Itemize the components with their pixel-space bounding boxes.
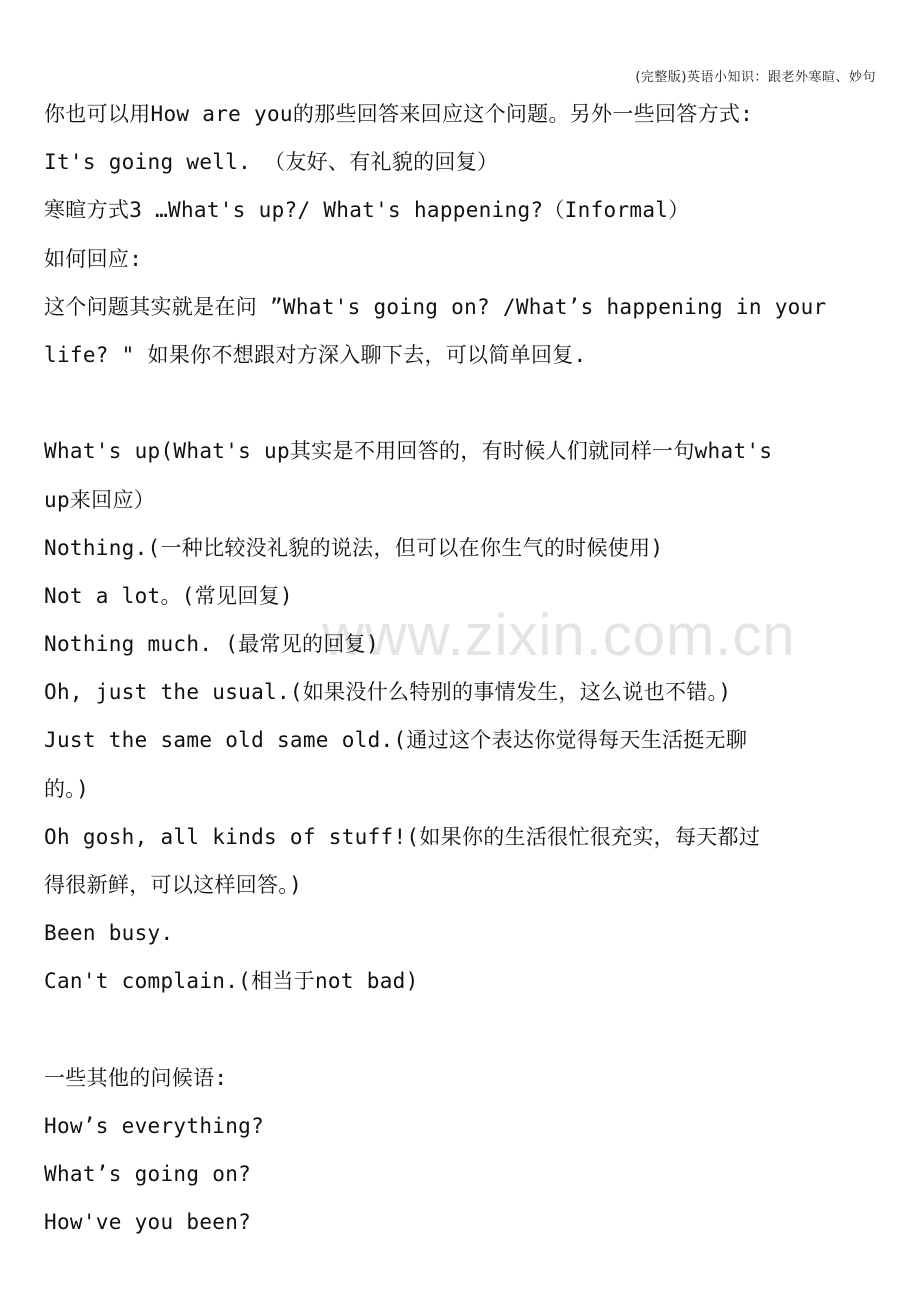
text-line: Oh, just the usual.(如果没什么特别的事情发生，这么说也不错。): [44, 680, 732, 705]
text-line: What's up(What's up其实是不用回答的，有时候人们就同样一句what's: [44, 439, 773, 464]
text-line: 得很新鲜，可以这样回答。): [44, 873, 303, 897]
document-body: [44, 90, 916, 1247]
text-line: life? " 如果你不想跟对方深入聊下去，可以简单回复.: [44, 342, 587, 367]
text-line: How've you been?: [44, 1210, 252, 1235]
blank-line: [44, 379, 916, 427]
text-line: What’s going on?: [44, 1162, 252, 1187]
text-line: 的。): [44, 776, 90, 801]
text-line: Not a lot。(常见回复): [44, 583, 293, 608]
text-line: up来回应）: [44, 487, 156, 512]
text-line: Been busy.: [44, 921, 174, 946]
text-line: Can't complain.(相当于not bad): [44, 969, 419, 994]
text-line: 如何回应:: [44, 246, 143, 271]
text-line: Oh gosh, all kinds of stuff!(如果你的生活很忙很充实，每天都过: [44, 824, 761, 849]
text-line: Just the same old same old.(通过这个表达你觉得每天生活挺无聊: [44, 728, 748, 753]
text-line: 寒暄方式3 …What's up?/ What's happening?（Informal）: [44, 198, 690, 223]
text-line: Nothing.(一种比较没礼貌的说法，但可以在你生气的时候使用): [44, 535, 664, 560]
watermark: www.zixin.com.cn: [322, 603, 796, 668]
text-line: 这个问题其实就是在问 ”What's going on? /What’s happening in your: [44, 294, 827, 319]
page-header: (完整版)英语小知识：跟老外寒暄、妙句: [635, 70, 876, 85]
text-line: How’s everything?: [44, 1113, 265, 1138]
blank-line: [44, 1006, 916, 1054]
text-line: Nothing much. (最常见的回复): [44, 632, 379, 657]
text-line: It's going well. （友好、有礼貌的回复）: [44, 150, 499, 175]
text-line: 一些其他的问候语:: [44, 1065, 228, 1090]
text-line: 你也可以用How are you的那些回答来回应这个问题。另外一些回答方式:: [44, 102, 754, 126]
